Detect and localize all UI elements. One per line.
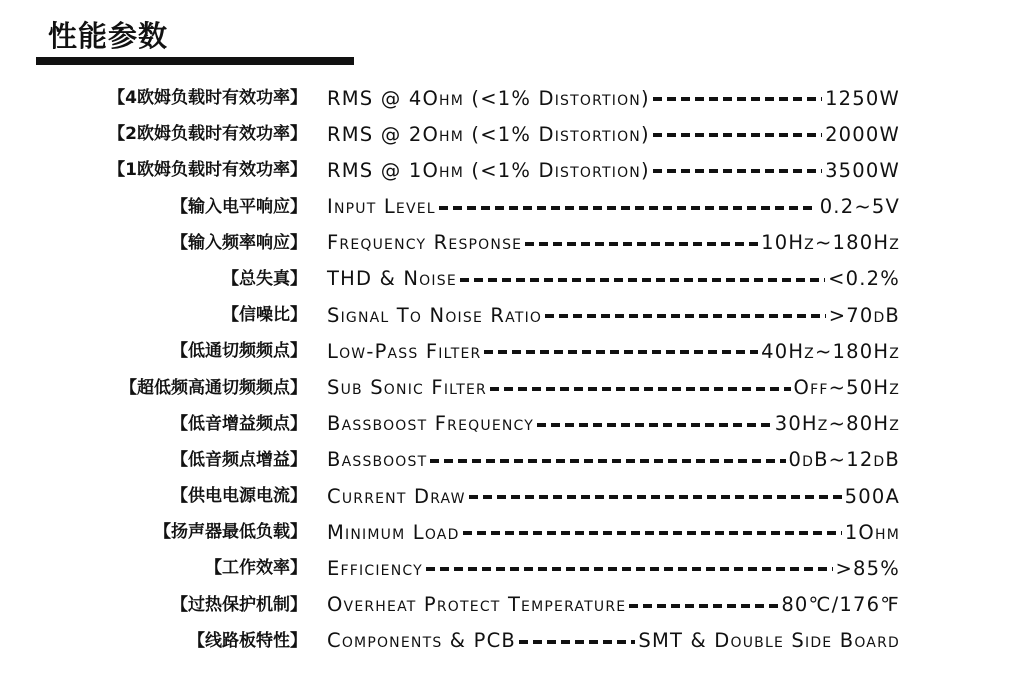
dash-leader xyxy=(629,604,778,608)
spec-row xyxy=(0,189,1015,225)
spec-label-cn: 【供电电源电流】 xyxy=(171,486,307,507)
spec-label-en: RMS @ 1Ohm (<1% Distortion) xyxy=(327,158,650,182)
spec-row xyxy=(0,442,1015,478)
dash-leader xyxy=(653,169,822,173)
spec-line xyxy=(327,623,900,659)
spec-value: 3500W xyxy=(825,158,900,182)
spec-list xyxy=(0,80,1015,659)
spec-label-en: Components & PCB xyxy=(327,629,516,653)
spec-value: 1Ohm xyxy=(844,520,900,544)
spec-label-cn: 【低音频点增益】 xyxy=(171,449,307,470)
dash-leader xyxy=(545,314,826,318)
spec-value: 40Hz~180Hz xyxy=(761,339,900,363)
spec-value: Off~50Hz xyxy=(793,376,900,399)
spec-label-cn: 【线路板特性】 xyxy=(188,630,307,651)
spec-label-cn: 【2欧姆负载时有效功率】 xyxy=(108,124,307,145)
dash-leader xyxy=(537,423,772,427)
spec-line xyxy=(327,297,900,333)
spec-line xyxy=(327,225,900,261)
spec-label-en: Current Draw xyxy=(327,484,466,508)
spec-line xyxy=(327,587,900,623)
spec-value: 1250W xyxy=(825,86,900,110)
spec-value: 80℃/176℉ xyxy=(781,593,900,617)
spec-label-cn: 【信噪比】 xyxy=(222,305,307,326)
spec-label-cn: 【工作效率】 xyxy=(205,558,307,579)
spec-row xyxy=(0,370,1015,406)
spec-line xyxy=(327,478,900,514)
spec-line xyxy=(327,116,900,152)
spec-row xyxy=(0,225,1015,261)
spec-line xyxy=(327,442,900,478)
spec-row xyxy=(0,514,1015,550)
spec-line xyxy=(327,514,900,550)
spec-value: 500A xyxy=(844,484,900,508)
spec-row xyxy=(0,550,1015,586)
spec-label-en: RMS @ 2Ohm (<1% Distortion) xyxy=(327,122,650,146)
spec-line xyxy=(327,370,900,406)
spec-row xyxy=(0,80,1015,116)
dash-leader xyxy=(525,242,758,246)
title-underline xyxy=(36,57,354,65)
spec-label-en: RMS @ 4Ohm (<1% Distortion) xyxy=(327,86,650,110)
spec-row xyxy=(0,478,1015,514)
spec-row xyxy=(0,406,1015,442)
dash-leader xyxy=(519,640,635,644)
dash-leader xyxy=(430,459,785,463)
spec-label-en: Efficiency xyxy=(327,556,423,580)
spec-value: 0.2~5V xyxy=(819,195,900,219)
spec-line xyxy=(327,261,900,297)
spec-line xyxy=(327,333,900,369)
spec-label-en: Bassboost Frequency xyxy=(327,412,535,436)
spec-line xyxy=(327,80,900,116)
spec-label-cn: 【低通切频频点】 xyxy=(171,341,307,362)
spec-label-cn: 【总失真】 xyxy=(222,268,307,289)
dash-leader xyxy=(439,206,817,210)
spec-row xyxy=(0,333,1015,369)
spec-label-en: Overheat Protect Temperature xyxy=(327,593,627,617)
spec-row xyxy=(0,297,1015,333)
spec-label-en: Input Level xyxy=(327,195,436,219)
spec-label-en: Low-Pass Filter xyxy=(327,339,482,363)
spec-row xyxy=(0,152,1015,188)
spec-label-cn: 【输入电平响应】 xyxy=(171,196,307,217)
spec-label-en: Minimum Load xyxy=(327,520,460,544)
spec-row xyxy=(0,261,1015,297)
dash-leader xyxy=(426,567,833,571)
spec-label-cn: 【超低频高通切频频点】 xyxy=(120,377,307,398)
spec-label-en: Sub Sonic Filter xyxy=(327,376,487,399)
spec-label-cn: 【输入频率响应】 xyxy=(171,232,307,253)
spec-line xyxy=(327,550,900,586)
spec-label-cn: 【扬声器最低负载】 xyxy=(154,522,307,543)
spec-line xyxy=(327,189,900,225)
spec-value: 0dB~12dB xyxy=(788,448,900,472)
dash-leader xyxy=(469,495,842,499)
spec-value: 2000W xyxy=(825,122,900,146)
spec-label-en: Signal To Noise Ratio xyxy=(327,303,543,327)
page-title: 性能参数 xyxy=(48,19,169,53)
dash-leader xyxy=(490,387,791,391)
spec-label-cn: 【4欧姆负载时有效功率】 xyxy=(108,88,307,108)
spec-value: <0.2% xyxy=(828,267,900,291)
spec-value: >85% xyxy=(835,556,900,580)
spec-label-cn: 【过热保护机制】 xyxy=(171,594,307,615)
spec-row xyxy=(0,623,1015,659)
dash-leader xyxy=(653,97,822,101)
dash-leader xyxy=(484,350,758,354)
spec-label-en: Frequency Response xyxy=(327,231,523,255)
spec-value: SMT & Double Side Board xyxy=(638,629,900,653)
spec-value: 30Hz~80Hz xyxy=(774,412,900,436)
dash-leader xyxy=(463,531,842,535)
spec-label-cn: 【低音增益频点】 xyxy=(171,413,307,434)
dash-leader xyxy=(460,278,825,282)
spec-label-en: THD & Noise xyxy=(327,267,457,291)
dash-leader xyxy=(653,133,822,137)
spec-line xyxy=(327,152,900,188)
spec-value: 10Hz~180Hz xyxy=(761,231,900,255)
spec-row xyxy=(0,116,1015,152)
spec-label-cn: 【1欧姆负载时有效功率】 xyxy=(108,160,307,181)
spec-line xyxy=(327,406,900,442)
spec-row xyxy=(0,587,1015,623)
spec-label-en: Bassboost xyxy=(327,448,428,472)
spec-value: >70dB xyxy=(828,303,900,327)
